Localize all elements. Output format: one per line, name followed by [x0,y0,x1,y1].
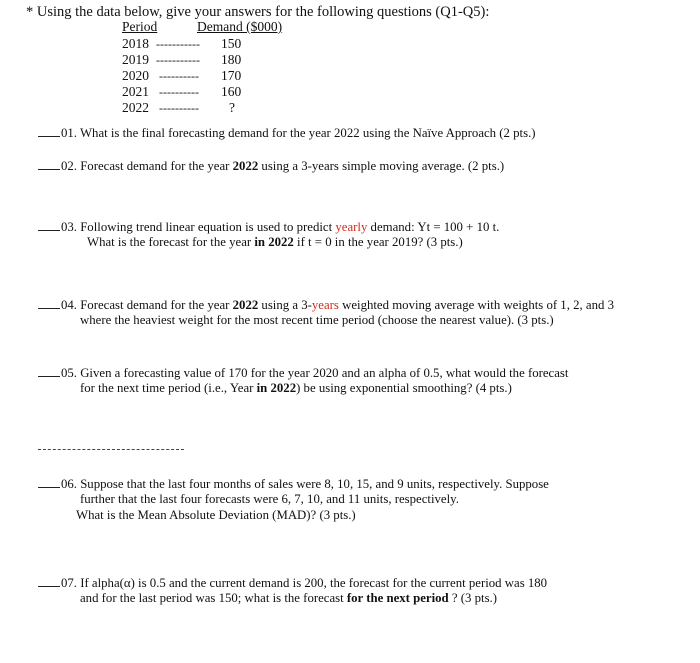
period-year: 2021 [122,84,149,99]
question-07-text: 07. If alpha(α) is 0.5 and the current demand is 200, the forecast for the current period was 180 [61,576,548,590]
question-04 [38,296,614,313]
period-year: 2019 [122,52,149,67]
answer-blank [38,157,60,170]
question-02-text-a: 02. Forecast demand for the year [61,159,233,173]
answer-blank [38,296,60,309]
question-03-line2-bold: in 2022 [254,235,294,249]
question-03-highlight: yearly [335,220,368,234]
question-03-text-b: demand: Yt = 100 + 10 t. [367,220,500,234]
question-05-line2 [80,380,512,396]
row-dashes: ---------- [159,69,199,83]
question-07-line2-bold: for the next period [346,591,449,605]
period-header: Period [122,19,158,34]
row-dashes: ----------- [156,53,200,67]
answer-blank [38,124,60,137]
question-04-text-c: weighted moving average with weights of 1, 2, and 3 [338,298,614,312]
row-dashes: ----------- [156,37,200,51]
question-06-line2: further that the last four forecasts were 6, 7, 10, and 11 units, respectively. [80,492,459,506]
question-05-line2-bold: in 2022 [256,381,297,395]
question-02 [38,157,504,174]
demand-value: 150 [221,36,242,51]
question-03-line2 [87,234,463,250]
demand-value: ? [229,100,235,115]
question-01 [38,124,536,141]
question-04-line2: where the heaviest weight for the most recent time period (choose the nearest value). (3 pts.) [80,313,554,327]
section-divider [38,449,184,450]
question-07-line2-a: and for the last period was 150; what is the forecast [80,591,347,605]
question-04-text-a: 04. Forecast demand for the year [61,298,233,312]
question-06 [38,475,549,492]
question-05-text: 05. Given a forecasting value of 170 for the year 2020 and an alpha of 0.5, what would the forecast [61,366,569,380]
question-03-text-a: 03. Following trend linear equation is used to predict [61,220,336,234]
question-03-line2-a: What is the forecast for the year [87,235,255,249]
row-dashes: ---------- [159,85,199,99]
answer-blank [38,218,60,231]
question-05-line2-b: ) be using exponential smoothing? (4 pts.) [296,381,512,395]
answer-blank [38,475,60,488]
question-04-highlight: years [311,298,339,312]
question-07-line2 [80,590,497,606]
demand-value: 170 [221,68,242,83]
question-05-line2-a: for the next time period (i.e., Year [80,381,257,395]
question-04-year: 2022 [232,298,259,312]
period-year: 2018 [122,36,149,51]
question-06-text: 06. Suppose that the last four months of sales were 8, 10, 15, and 9 units, respectively. Suppose [61,477,549,491]
question-06-line3: What is the Mean Absolute Deviation (MAD)? (3 pts.) [76,508,356,522]
demand-header: Demand ($000) [197,19,283,34]
demand-value: 180 [221,52,242,67]
period-year: 2022 [122,100,149,115]
instructions-heading: * Using the data below, give your answers for the following questions (Q1-Q5): [26,4,490,20]
answer-blank [38,364,60,377]
answer-blank [38,574,60,587]
question-01-text: 01. What is the final forecasting demand for the year 2022 using the Naïve Approach (2 pts.) [61,126,536,140]
period-year: 2020 [122,68,149,83]
question-07 [38,574,547,591]
demand-value: 160 [221,84,242,99]
question-02-year: 2022 [232,159,259,173]
question-03-line2-b: if t = 0 in the year 2019? (3 pts.) [293,235,463,249]
question-02-text-b: using a 3-years simple moving average. (2 pts.) [258,159,505,173]
question-03 [38,218,499,235]
question-05 [38,364,568,381]
question-04-text-b: using a 3- [258,298,312,312]
question-07-line2-b: ? (3 pts.) [448,591,498,605]
row-dashes: ---------- [159,101,199,115]
